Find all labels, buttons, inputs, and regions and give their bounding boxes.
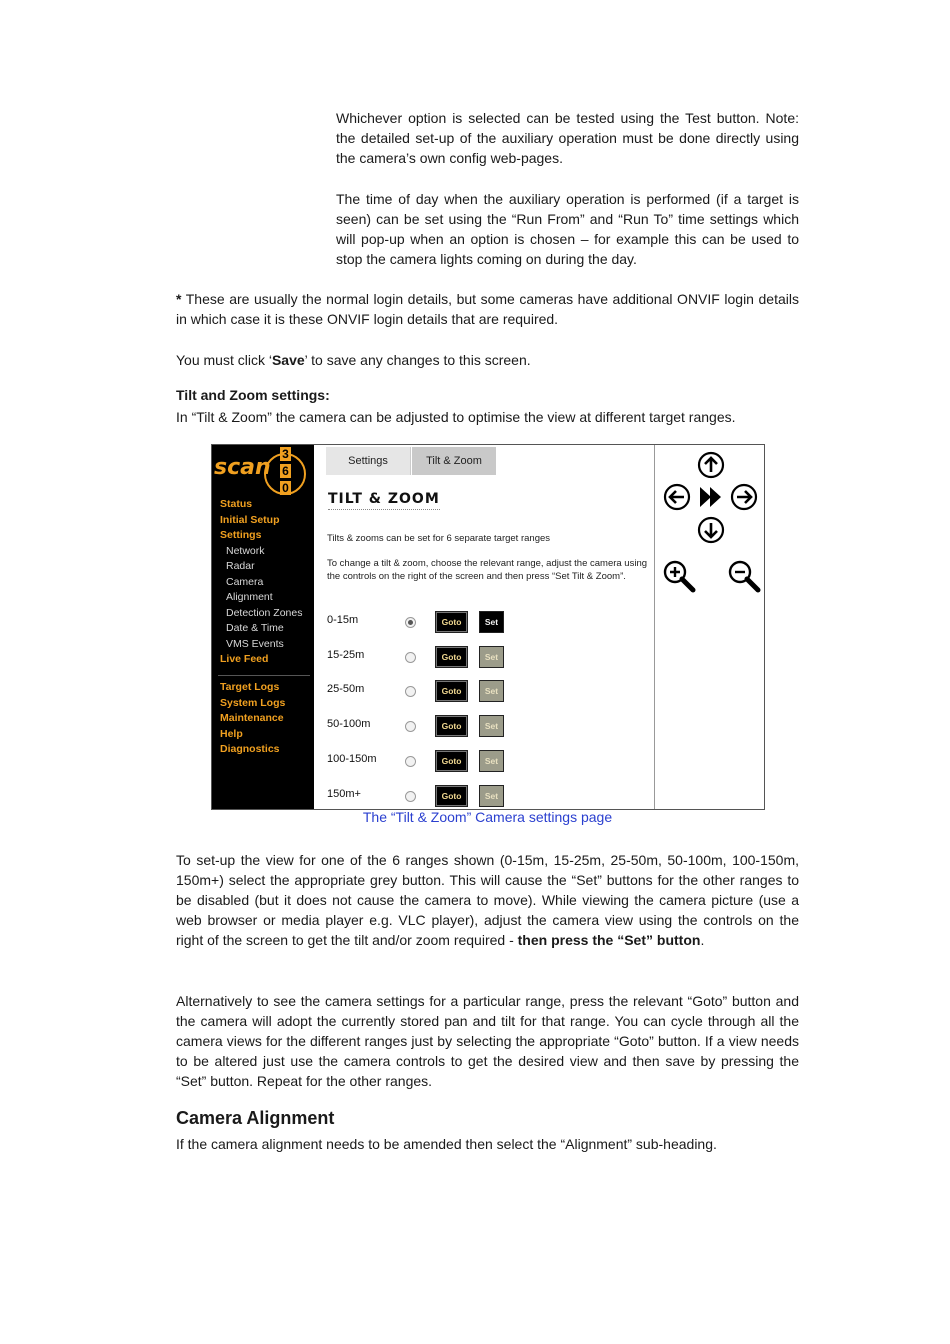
sidebar-divider: [218, 675, 310, 676]
goto-button[interactable]: Goto: [435, 646, 468, 668]
save-note-pre: You must click ‘: [176, 352, 272, 368]
range-label: 25-50m: [327, 683, 365, 695]
instructions-note: To change a tilt & zoom, choose the relevant range, adjust the camera using the controls on the right of the screen and then press “Set Tilt & Zoom”.: [327, 558, 648, 582]
goto-button[interactable]: Goto: [435, 750, 468, 772]
range-row: [327, 750, 647, 772]
asterisk: *: [176, 291, 182, 307]
set-button-disabled: Set: [479, 785, 504, 807]
then-press-set-emphasis: then press the “Set” button: [517, 932, 701, 948]
sidebar-item-system-logs[interactable]: System Logs: [220, 696, 286, 709]
range-label: 100-150m: [327, 753, 377, 765]
sidebar: [212, 445, 314, 809]
arrow-up-icon[interactable]: [697, 451, 725, 479]
paragraph-save-note: [176, 350, 799, 370]
range-label: 0-15m: [327, 614, 359, 626]
sidebar-item-help[interactable]: Help: [220, 727, 243, 740]
setup-view-text: To set-up the view for one of the 6 ranges shown (0-15m, 15-25m, 25-50m, 50-100m, 100-150m, 150m+) select the appropriate grey button. This will cause the “Set” buttons for the other ranges to be disabled (but it does not cause the camera to move). While viewing the camera picture (use a web browser or media player e.g. VLC player), adjust the camera view using the controls on the right of the screen to get the tilt and/or zoom required -: [176, 852, 799, 948]
sidebar-nav-secondary: [220, 680, 285, 758]
range-row: [327, 611, 647, 633]
goto-button[interactable]: Goto: [435, 611, 468, 633]
set-button-disabled: Set: [479, 646, 504, 668]
sidebar-item-target-logs[interactable]: Target Logs: [220, 681, 280, 693]
paragraph-tilt-intro: In “Tilt & Zoom” the camera can be adjusted to optimise the view at different target ranges.: [176, 409, 736, 425]
range-radio[interactable]: [405, 756, 416, 767]
sidebar-item-alignment[interactable]: Alignment: [226, 591, 273, 603]
goto-button[interactable]: Goto: [435, 715, 468, 737]
logo-digit-0: 0: [280, 481, 291, 495]
sidebar-item-live-feed[interactable]: Live Feed: [220, 653, 269, 665]
sidebar-item-radar[interactable]: Radar: [226, 560, 255, 572]
arrow-left-icon[interactable]: [663, 483, 691, 511]
logo-text: scan: [214, 455, 271, 480]
range-radio[interactable]: [405, 721, 416, 732]
sidebar-item-settings[interactable]: Settings: [220, 529, 262, 541]
range-label: 15-25m: [327, 649, 365, 661]
set-button-disabled: Set: [479, 715, 504, 737]
logo-digit-3: 3: [280, 447, 291, 461]
login-note-text: These are usually the normal login details, but some cameras have additional ONVIF login details in which case it is these ONVIF login details that are required.: [176, 291, 799, 327]
sidebar-item-maintenance[interactable]: Maintenance: [220, 712, 284, 724]
zoom-in-icon[interactable]: [662, 559, 696, 593]
paragraph-test-button: Whichever option is selected can be tested using the Test button. Note: the detailed set-up of the auxiliary operation must be done directly using the camera’s own config web-pages.: [336, 110, 799, 166]
arrow-down-icon[interactable]: [697, 516, 725, 544]
arrow-right-icon[interactable]: [730, 483, 758, 511]
range-radio[interactable]: [405, 791, 416, 802]
tab-settings[interactable]: Settings: [326, 447, 411, 475]
set-button[interactable]: Set: [479, 611, 504, 633]
paragraph-login-note: [176, 289, 799, 329]
camera-alignment-heading: Camera Alignment: [176, 1108, 335, 1128]
page-title: TILT & ZOOM: [328, 491, 440, 510]
sidebar-item-network[interactable]: Network: [226, 544, 265, 557]
range-label: 150m+: [327, 788, 361, 800]
paragraph-setup-view: [176, 850, 799, 950]
range-row: [327, 680, 647, 702]
zoom-out-icon[interactable]: [727, 559, 761, 593]
tilt-zoom-screenshot: [211, 444, 765, 810]
range-row: [327, 715, 647, 737]
logo-digit-6: 6: [280, 464, 291, 478]
range-radio[interactable]: [405, 686, 416, 697]
sidebar-item-vms-events[interactable]: VMS Events: [226, 637, 284, 650]
range-label: 50-100m: [327, 718, 371, 730]
range-radio[interactable]: [405, 617, 416, 628]
figure-caption: The “Tilt & Zoom” Camera settings page: [362, 809, 613, 825]
sidebar-item-initial-setup[interactable]: Initial Setup: [220, 513, 280, 526]
sidebar-item-diagnostics[interactable]: Diagnostics: [220, 743, 280, 755]
paragraph-run-times: The time of day when the auxiliary operation is performed (if a target is seen) can be set using the “Run From” and “Run To” time settings which will pop-up when an option is chosen – for example this can be used to stop the camera lights coming on during the day.: [336, 191, 799, 267]
sidebar-item-status[interactable]: Status: [220, 498, 253, 510]
range-row: [327, 646, 647, 668]
scan360-logo: [214, 447, 310, 499]
range-radio[interactable]: [405, 652, 416, 663]
sidebar-item-detection-zones[interactable]: Detection Zones: [226, 606, 303, 619]
sidebar-item-camera[interactable]: Camera: [226, 575, 264, 588]
goto-button[interactable]: Goto: [435, 785, 468, 807]
set-button-disabled: Set: [479, 680, 504, 702]
sidebar-nav: [220, 497, 302, 668]
tilt-zoom-heading: Tilt and Zoom settings:: [176, 387, 330, 403]
ranges-note: Tilts & zooms can be set for 6 separate target ranges: [327, 533, 551, 544]
save-note-post: ’ to save any changes to this screen.: [304, 352, 531, 368]
camera-controls-panel: [654, 445, 765, 809]
setup-view-end: .: [700, 932, 705, 948]
fast-forward-icon[interactable]: [698, 485, 724, 509]
goto-button[interactable]: Goto: [435, 680, 468, 702]
range-row: [327, 785, 647, 807]
sidebar-item-date-time[interactable]: Date & Time: [226, 622, 284, 634]
tab-tilt-zoom[interactable]: Tilt & Zoom: [412, 447, 496, 475]
paragraph-alignment: If the camera alignment needs to be amended then select the “Alignment” sub-heading.: [176, 1136, 717, 1152]
paragraph-goto-explanation: Alternatively to see the camera settings for a particular range, press the relevant “Goto” button and the camera will adopt the currently stored pan and tilt for that range. You can cycle through all the camera views for the different ranges just by selecting the appropriate “Goto” button. If a view needs to be altered just use the camera controls to get the desired view and then save by pressing the “Set” button. Repeat for the other ranges.: [176, 993, 799, 1089]
set-button-disabled: Set: [479, 750, 504, 772]
save-keyword: Save: [271, 352, 305, 368]
